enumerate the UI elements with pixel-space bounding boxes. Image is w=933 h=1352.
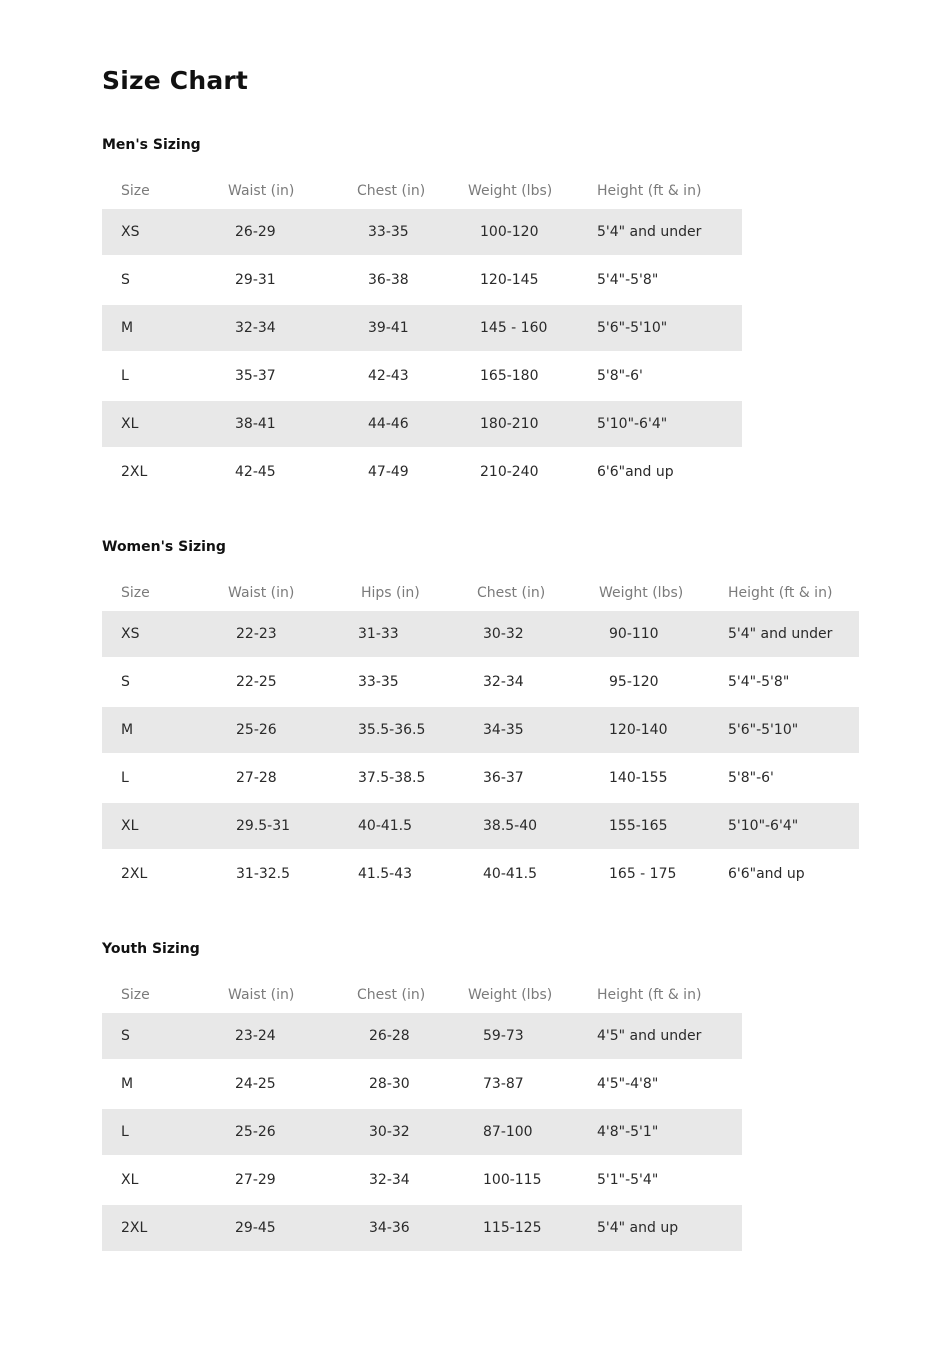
men-sizing-section [102,136,742,497]
table-row [102,1061,742,1107]
cell-waist: 25-26 [235,1124,276,1140]
cell-waist: 31-32.5 [236,866,291,882]
cell-height: 6'6"and up [728,866,805,882]
cell-size: XL [121,1172,139,1188]
cell-size: 2XL [121,464,148,480]
header-hips: Hips (in) [361,585,420,601]
youth-table-header [102,977,742,1013]
cell-chest: 36-37 [483,770,524,786]
cell-waist: 29.5-31 [236,818,291,834]
men-table-header [102,173,742,209]
header-chest: Chest (in) [477,585,546,601]
cell-height: 4'8"-5'1" [597,1124,659,1140]
cell-size: S [121,674,130,690]
table-row [102,803,859,849]
cell-size: M [121,1076,134,1092]
table-row [102,707,859,753]
cell-waist: 42-45 [235,464,276,480]
cell-height: 5'4" and up [597,1220,679,1236]
cell-hips: 33-35 [358,674,399,690]
header-height: Height (ft & in) [597,987,702,1003]
cell-size: XS [121,224,140,240]
cell-height: 5'10"-6'4" [728,818,799,834]
cell-chest: 38.5-40 [483,818,538,834]
cell-weight: 90-110 [609,626,659,642]
table-row [102,611,859,657]
header-waist: Waist (in) [228,183,295,199]
cell-weight: 120-145 [480,272,539,288]
header-waist: Waist (in) [228,585,295,601]
cell-weight: 180-210 [480,416,539,432]
header-chest: Chest (in) [357,183,426,199]
cell-chest: 30-32 [483,626,524,642]
youth-sizing-title: Youth Sizing [102,941,200,957]
table-row [102,305,742,351]
cell-height: 5'4" and under [728,626,833,642]
cell-chest: 42-43 [368,368,409,384]
cell-height: 5'4"-5'8" [728,674,790,690]
cell-chest: 47-49 [368,464,409,480]
table-row [102,1109,742,1155]
header-size: Size [121,183,150,199]
cell-waist: 24-25 [235,1076,276,1092]
cell-waist: 38-41 [235,416,276,432]
cell-waist: 23-24 [235,1028,276,1044]
table-row [102,755,859,801]
table-row [102,1157,742,1203]
cell-size: XL [121,416,139,432]
header-waist: Waist (in) [228,987,295,1003]
cell-weight: 87-100 [483,1124,533,1140]
header-chest: Chest (in) [357,987,426,1003]
women-sizing-section [102,538,859,899]
cell-waist: 26-29 [235,224,276,240]
cell-weight: 165 - 175 [609,866,677,882]
table-row [102,353,742,399]
cell-waist: 25-26 [236,722,277,738]
page-title: Size Chart [102,66,249,95]
cell-size: 2XL [121,1220,148,1236]
header-size: Size [121,987,150,1003]
cell-size: L [121,1124,129,1140]
cell-weight: 100-115 [483,1172,542,1188]
cell-hips: 37.5-38.5 [358,770,426,786]
cell-size: S [121,1028,130,1044]
cell-height: 5'4" and under [597,224,702,240]
cell-size: S [121,272,130,288]
cell-chest: 32-34 [483,674,524,690]
cell-hips: 41.5-43 [358,866,413,882]
cell-height: 4'5"-4'8" [597,1076,659,1092]
cell-size: XL [121,818,139,834]
cell-chest: 44-46 [368,416,409,432]
women-table-header [102,575,859,611]
table-row [102,1205,742,1251]
cell-height: 5'10"-6'4" [597,416,668,432]
header-weight: Weight (lbs) [468,183,553,199]
cell-weight: 95-120 [609,674,659,690]
cell-waist: 22-23 [236,626,277,642]
header-weight: Weight (lbs) [599,585,684,601]
cell-weight: 115-125 [483,1220,542,1236]
cell-weight: 140-155 [609,770,668,786]
cell-chest: 33-35 [368,224,409,240]
cell-height: 5'6"-5'10" [597,320,668,336]
cell-size: M [121,722,134,738]
cell-weight: 100-120 [480,224,539,240]
header-height: Height (ft & in) [597,183,702,199]
cell-waist: 22-25 [236,674,277,690]
header-size: Size [121,585,150,601]
cell-weight: 73-87 [483,1076,524,1092]
table-row [102,209,742,255]
cell-weight: 59-73 [483,1028,524,1044]
cell-waist: 29-45 [235,1220,276,1236]
cell-size: XS [121,626,140,642]
cell-waist: 27-28 [236,770,277,786]
cell-waist: 35-37 [235,368,276,384]
cell-chest: 34-36 [369,1220,410,1236]
table-row [102,851,859,897]
cell-chest: 34-35 [483,722,524,738]
cell-chest: 26-28 [369,1028,410,1044]
cell-chest: 28-30 [369,1076,410,1092]
table-row [102,449,742,495]
cell-chest: 40-41.5 [483,866,538,882]
cell-chest: 39-41 [368,320,409,336]
cell-size: L [121,770,129,786]
cell-height: 5'8"-6' [597,368,643,384]
cell-hips: 31-33 [358,626,399,642]
cell-chest: 30-32 [369,1124,410,1140]
cell-weight: 210-240 [480,464,539,480]
cell-weight: 120-140 [609,722,668,738]
cell-waist: 32-34 [235,320,276,336]
table-row [102,257,742,303]
cell-weight: 165-180 [480,368,539,384]
cell-height: 5'4"-5'8" [597,272,659,288]
cell-weight: 155-165 [609,818,668,834]
cell-weight: 145 - 160 [480,320,548,336]
cell-hips: 40-41.5 [358,818,413,834]
table-row [102,401,742,447]
header-height: Height (ft & in) [728,585,833,601]
cell-height: 5'8"-6' [728,770,774,786]
cell-hips: 35.5-36.5 [358,722,426,738]
cell-size: 2XL [121,866,148,882]
header-weight: Weight (lbs) [468,987,553,1003]
cell-height: 6'6"and up [597,464,674,480]
cell-chest: 36-38 [368,272,409,288]
men-sizing-title: Men's Sizing [102,137,201,153]
table-row [102,1013,742,1059]
cell-height: 5'6"-5'10" [728,722,799,738]
cell-waist: 27-29 [235,1172,276,1188]
cell-chest: 32-34 [369,1172,410,1188]
cell-size: M [121,320,134,336]
women-sizing-title: Women's Sizing [102,539,226,555]
cell-height: 4'5" and under [597,1028,702,1044]
youth-sizing-section [102,940,742,1253]
cell-height: 5'1"-5'4" [597,1172,659,1188]
table-row [102,659,859,705]
cell-size: L [121,368,129,384]
cell-waist: 29-31 [235,272,276,288]
